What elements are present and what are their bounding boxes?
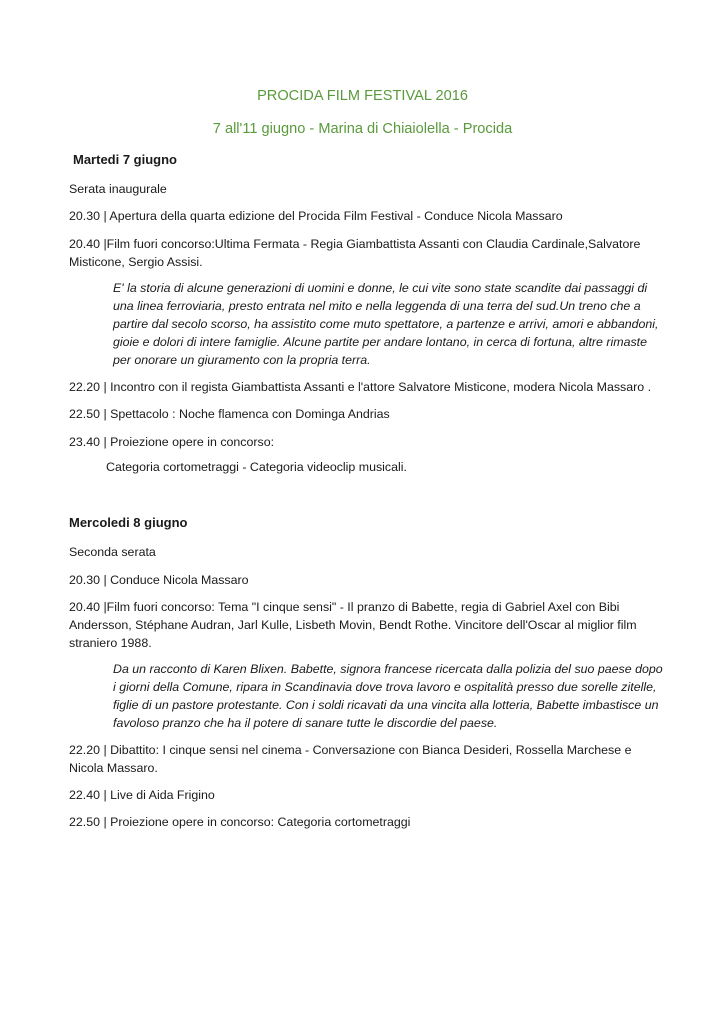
day2-description: Da un racconto di Karen Blixen. Babette, signora francese ricercata dalla polizia del suo paese dopo i giorni della Comune, ripara in Scandinavia dove trova lavoro e ospitalità presso due sorelle zitelle, figlie di un pastore protestante. Con i soldi ricavati da una vincita alla lotteria, Babette imbastisce un favoloso pranzo che ha il potere di sanare tutte le discordie del paese. xyxy=(113,662,663,730)
day2-evening: Seconda serata xyxy=(69,545,156,559)
day1-item-5: 23.40 | Proiezione opere in concorso: xyxy=(69,435,275,449)
day1-item-2: 20.40 |Film fuori concorso:Ultima Fermata - Regia Giambattista Assanti con Claudia Cardinale,Salvatore Misticone, Sergio Assisi. xyxy=(69,237,641,269)
day1-heading: Martedi 7 giugno xyxy=(73,152,177,167)
day2-item-3: 22.20 | Dibattito: I cinque sensi nel cinema - Conversazione con Bianca Desideri, Rossella Marchese e Nicola Massaro. xyxy=(69,743,632,775)
day1-item-4: 22.50 | Spettacolo : Noche flamenca con Dominga Andrias xyxy=(69,407,390,421)
day1-evening: Serata inaugurale xyxy=(69,182,167,196)
day1-item-3: 22.20 | Incontro con il regista Giambattista Assanti e l'attore Salvatore Misticone, modera Nicola Massaro . xyxy=(69,380,652,394)
day2-item-4: 22.40 | Live di Aida Frigino xyxy=(69,788,215,802)
day2-item-1: 20.30 | Conduce Nicola Massaro xyxy=(69,573,249,587)
festival-title: PROCIDA FILM FESTIVAL 2016 xyxy=(257,88,468,104)
day1-categories: Categoria cortometraggi - Categoria videoclip musicali. xyxy=(106,460,407,474)
day1-item-1: 20.30 | Apertura della quarta edizione del Procida Film Festival - Conduce Nicola Massaro xyxy=(69,209,563,223)
festival-subtitle: 7 all'11 giugno - Marina di Chiaiolella - Procida xyxy=(212,121,513,137)
day2-item-5: 22.50 | Proiezione opere in concorso: Categoria cortometraggi xyxy=(69,815,411,829)
day1-description: E' la storia di alcune generazioni di uomini e donne, le cui vite sono state scandite dai passaggi di una linea ferroviaria, presto entrata nel mito e nella leggenda di una terra del sud.Un treno che a partire dal secolo scorso, ha assistito come muto spettatore, a partenze e arrivi, amori e abbandoni, gioie e dolori di intere famiglie. Alcune partite per andare lontano, in cerca di fortuna, altre rimaste per onorare un giuramento con la propria terra. xyxy=(113,281,659,367)
day2-item-2: 20.40 |Film fuori concorso: Tema "I cinque sensi" - Il pranzo di Babette, regia di Gabriel Axel con Bibi Andersson, Stéphane Audran, Jarl Kulle, Lisbeth Movin, Bendt Rothe. Vincitore dell'Oscar al miglior film straniero 1988. xyxy=(69,600,637,650)
day2-heading: Mercoledi 8 giugno xyxy=(69,515,188,530)
